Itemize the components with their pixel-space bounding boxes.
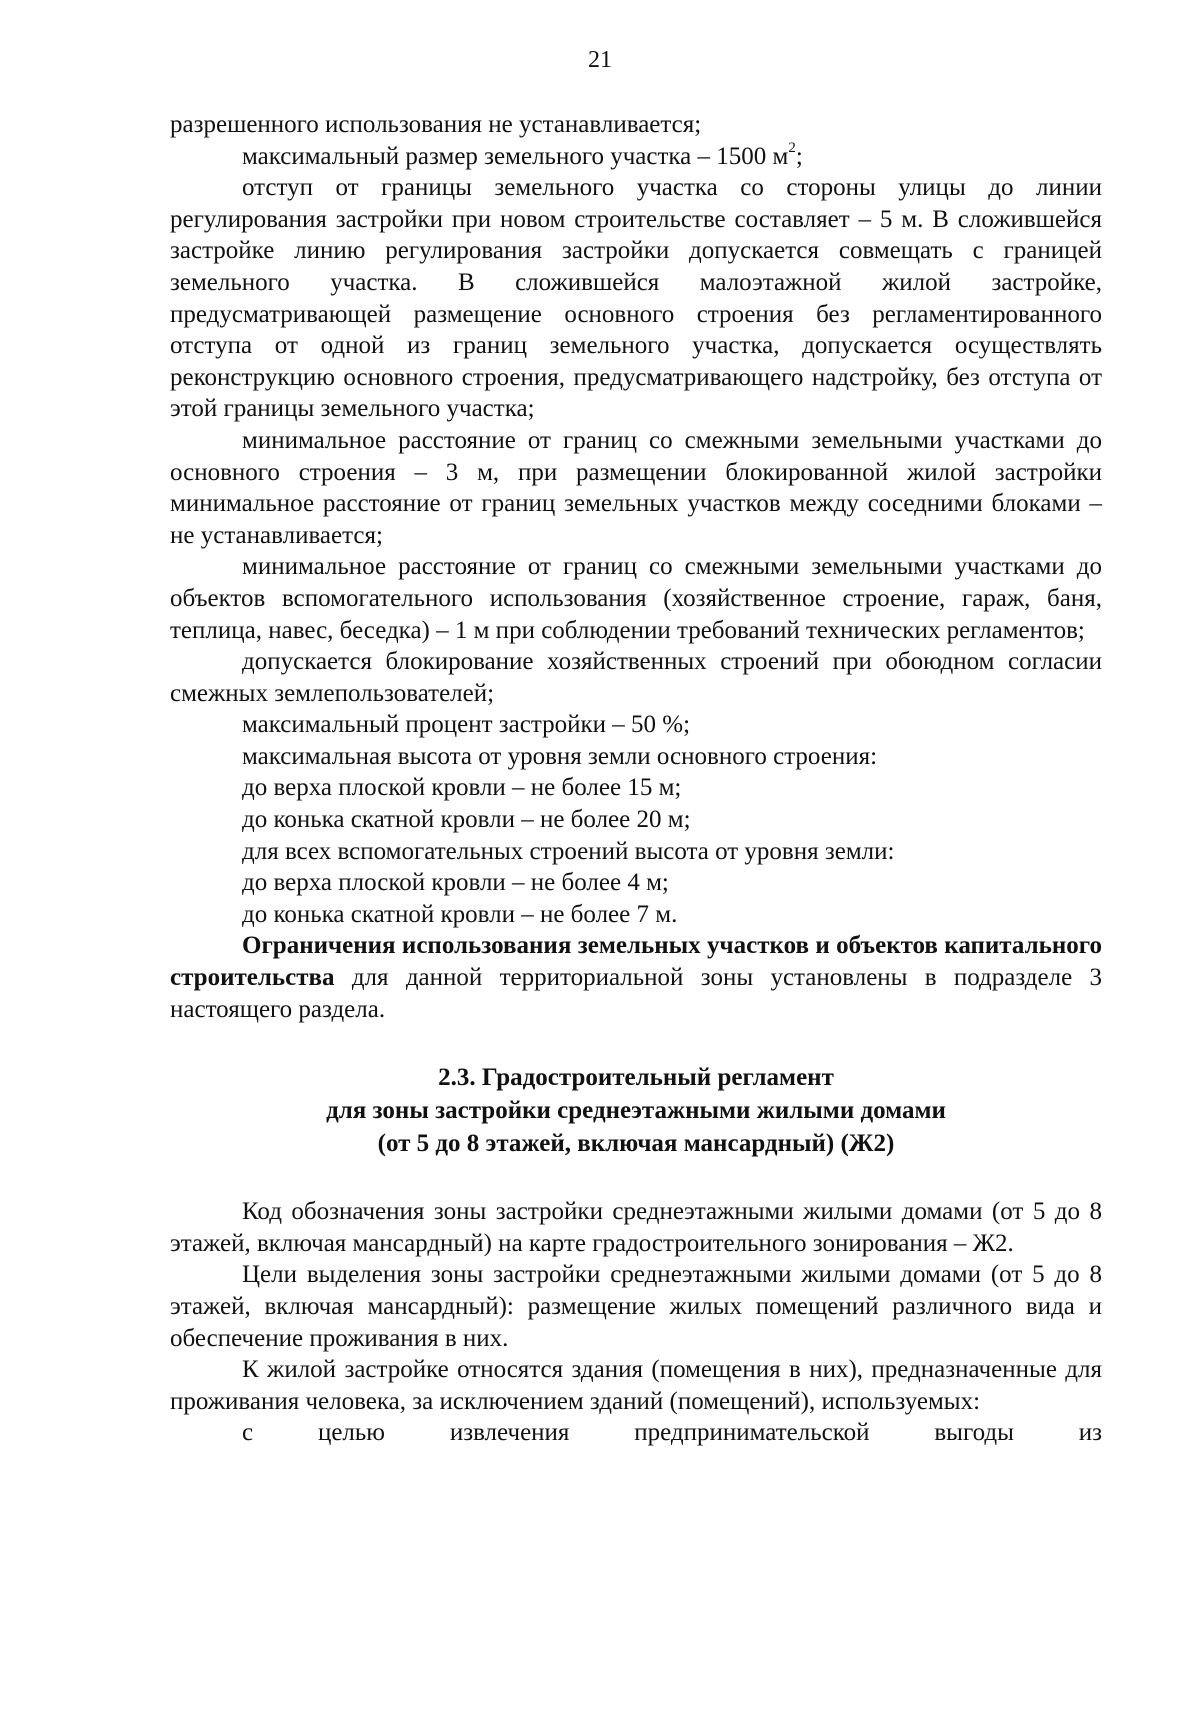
paragraph-zone-code: Код обозначения зоны застройки среднеэтажными жилыми домами (от 5 до 8 этажей, включая мансардный) на карте градостроительного зонирования – Ж2. [170,1198,1102,1257]
heading-line-1: 2.3. Градостроительный регламент [438,1064,834,1092]
paragraph-min-distance-main: минимальное расстояние от границ со смежными земельными участками до основного строения – 3 м, при размещении блокированной жилой застройки минимальное расстояние от границ земельных участков между соседними блоками – не устанавливается; [170,426,1102,549]
paragraph-auxiliary-height: для всех вспомогательных строений высота от уровня земли: [242,837,895,865]
paragraph-max-plot-size [170,141,1102,173]
restrictions-text: для данной территориальной зоны установлены в подразделе 3 настоящего раздела. [170,964,1102,1023]
paragraph-restrictions [170,930,1102,1025]
max-plot-size-text: максимальный размер земельного участка – 1500 м [242,142,789,170]
area-superscript: 2 [788,140,796,157]
paragraph-blocking: допускается блокирование хозяйственных строений при обоюдном согласии смежных землепользователей; [170,648,1102,707]
paragraph-pitched-roof-auxiliary: до конька скатной кровли – не более 7 м. [242,900,678,928]
max-plot-size-tail: ; [795,142,803,170]
heading-line-3: (от 5 до 8 этажей, включая мансардный) (Ж2) [377,1130,895,1158]
paragraph-flat-roof-auxiliary: до верха плоской кровли – не более 4 м; [242,869,669,897]
paragraph-max-coverage: максимальный процент застройки – 50 %; [242,711,691,739]
section-heading [170,1061,1102,1160]
paragraph-permitted-use: разрешенного использования не устанавливается; [170,111,702,138]
paragraph-pitched-roof-main: до конька скатной кровли – не более 20 м; [242,806,691,834]
paragraph-max-height-main: максимальная высота от уровня земли основного строения: [242,742,878,770]
paragraph-min-distance-auxiliary: минимальное расстояние от границ со смежными земельными участками до объектов вспомогательного использования (хозяйственное строение, гараж, баня, теплица, навес, беседка) – 1 м при соблюдении требований технических регламентов; [170,553,1102,644]
restrictions-bold-text: Ограничения использования земельных участков и объектов капитального строительства [170,932,1102,992]
heading-line-2: для зоны застройки среднеэтажными жилыми домами [326,1097,946,1125]
paragraph-zone-goals: Цели выделения зоны застройки среднеэтажными жилыми домами (от 5 до 8 этажей, включая мансардный): размещение жилых помещений различного вида и обеспечение проживания в них. [170,1261,1102,1352]
paragraph-setback: отступ от границы земельного участка со стороны улицы до линии регулирования застройки при новом строительстве составляет – 5 м. В сложившейся застройке линию регулирования застройки допускается совмещать с границей земельного участка. В сложившейся малоэтажной жилой застройке, предусматривающей размещение основного строения без регламентированного отступа от одной из границ земельного участка, допускается осуществлять реконструкцию основного строения, предусматривающего надстройку, без отступа от этой границы земельного участка; [170,174,1102,423]
paragraph-commercial-purpose: с целью извлечения предпринимательской выгоды из [242,1419,1102,1447]
document-body [170,109,1102,1449]
page-number: 21 [588,47,612,73]
paragraph-flat-roof-main: до верха плоской кровли – не более 15 м; [242,774,682,802]
paragraph-residential-definition: К жилой застройке относятся здания (помещения в них), предназначенные для проживания человека, за исключением зданий (помещений), используемых: [170,1356,1102,1415]
